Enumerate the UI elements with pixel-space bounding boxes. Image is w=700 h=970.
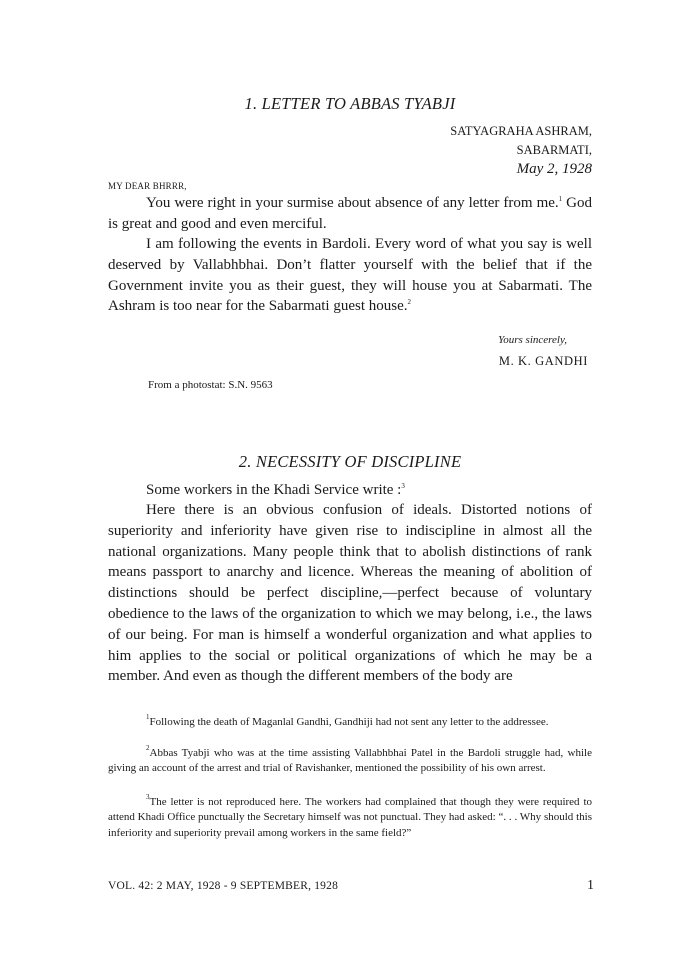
footnote-text: Following the death of Maganlal Gandhi, Gandhiji had not sent any letter to the addressee. (149, 716, 549, 728)
footer-volume: VOL. 42: 2 MAY, 1928 - 9 SEPTEMBER, 1928 (108, 880, 339, 892)
letter-paragraph-2 (108, 234, 592, 317)
footnote-ref-1: 1 (558, 195, 563, 203)
article-body: Here there is an obvious confusion of ideals. Distorted notions of superiority and inferiority have given rise to indiscipline in almost all the national organizations. Many people think that to abolish distinctions of rank means passport to anarchy and licence. Whereas the meaning of abolition of distinctions should be perfect discipline,—perfect because of voluntary obedience to the laws of the organization to which we may belong, i.e., the laws of our being. For man is himself a wonderful organization and what applies to him applies to the social or political organizations of which he may be a member. And even as though the different members of the body are (108, 502, 592, 685)
footnote-ref-2: 2 (407, 298, 412, 307)
footnote-3 (108, 795, 592, 841)
salutation: MY DEAR BHRRR, (108, 181, 187, 191)
footnote-ref-3: 3 (401, 482, 405, 490)
paragraph-text: I am following the events in Bardoli. Every word of what you say is well deserved by Vallabhbhai. Don’t flatter yourself with the belief that if the Government invite you as their guest, they will house you at Sabarmati. The Ashram is too near for the Sabarmati guest house. (108, 236, 592, 315)
footnote-mark: 2 (146, 744, 150, 752)
footnote-mark: 3 (146, 793, 150, 801)
letter-signature: M. K. GANDHI (498, 354, 588, 368)
address-line-2: SABARMATI, (516, 143, 592, 157)
footnote-text: Abbas Tyabji who was at the time assisting Vallabhbhai Patel in the Bardoli struggle had, while giving an account of the arrest and trial of Ravishanker, mentioned the possibility of his own arrest. (108, 747, 592, 775)
letter-paragraph-1 (108, 193, 592, 235)
footnote-mark: 1 (146, 713, 150, 721)
source-note: From a photostat: S.N. 9563 (148, 379, 273, 391)
footnote-2 (108, 746, 592, 777)
footnote-text: The letter is not reproduced here. The workers had complained that though they were required to attend Khadi Office punctually the Secretary himself was not punctual. They had asked: “. . . Why should this inferiority and superiority prevail among workers in the same field?” (108, 796, 592, 839)
page-number: 1 (587, 878, 594, 893)
letter-address (450, 122, 592, 179)
footnote-1 (108, 715, 592, 730)
article-title: 2. NECESSITY OF DISCIPLINE (238, 452, 462, 471)
address-line-1: SATYAGRAHA ASHRAM, (450, 124, 592, 138)
letter-date: May 2, 1928 (516, 161, 592, 177)
paragraph-text: You were right in your surmise about absence of any letter from me. (146, 195, 559, 211)
letter-closing: Yours sincerely, (498, 334, 567, 346)
paragraph-text: Some workers in the Khadi Service write : (146, 482, 402, 498)
letter-title: 1. LETTER TO ABBAS TYABJI (244, 94, 456, 113)
paragraph-text: God is great and good and even merciful. (108, 195, 592, 232)
article-intro (108, 480, 592, 501)
